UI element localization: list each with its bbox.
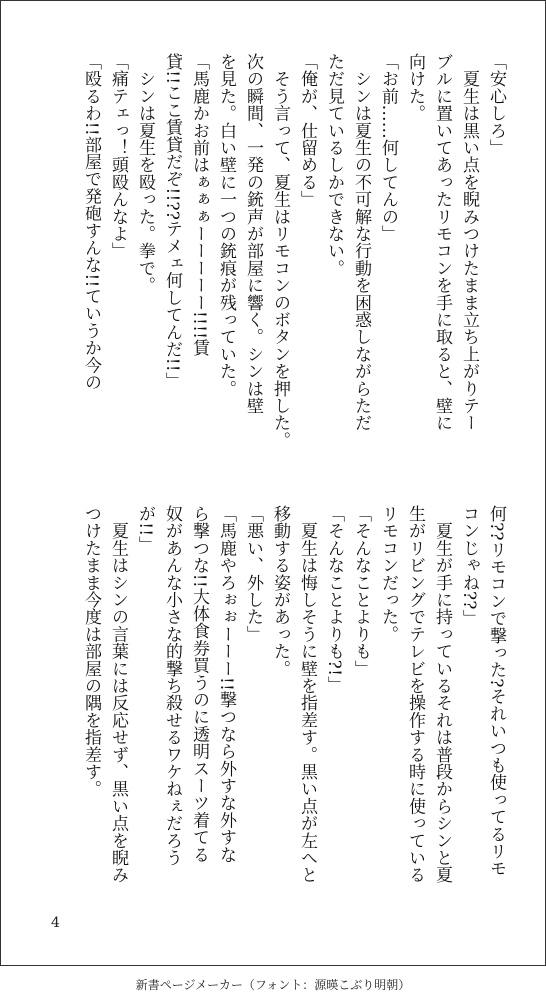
text-line: 「お前……何してんの」 — [378, 53, 398, 243]
text-line: 「殴るわ!!部屋で発砲すんな!!ていうか今の — [81, 53, 101, 391]
text-block-lower — [39, 505, 509, 917]
text-line: 次の瞬間、一発の銃声が部屋に響く。シンは壁 — [243, 53, 263, 415]
text-line: 奴があんな小さな的撃ち殺せるワケねぇだろう — [162, 505, 182, 867]
text-line: そう言って、夏生はリモコンのボタンを押した。 — [270, 53, 290, 449]
text-line: 「馬鹿かお前はぁぁぁーーーーー!!!!賃 — [189, 53, 209, 357]
text-line: 「俺が、仕留める」 — [297, 53, 317, 208]
text-line: 向けた。 — [405, 53, 425, 122]
text-line: 貸!!ここ賃貸だぞ!!??テメェ何してんだ!!」 — [162, 53, 182, 390]
text-line: コンじゃね??」 — [459, 505, 479, 627]
text-line: 「そんなことよりも?!」 — [324, 505, 344, 694]
text-block-upper — [39, 53, 509, 473]
text-line: リモコンだった。 — [378, 505, 398, 643]
text-line: ら撃つな!!大体食券買うのに透明スーツ着てる — [189, 505, 209, 864]
text-line: 生がリビングでテレビを操作する時に使っている — [405, 505, 425, 884]
text-line: ただ見ているしかできない。 — [324, 53, 344, 277]
text-line: が!!」 — [135, 505, 155, 554]
page-number: 4 — [51, 915, 60, 931]
text-line: 夏生はシンの言葉には反応せず、黒い点を睨み — [108, 505, 128, 884]
text-line: 「馬鹿やろぉぉーーー!!撃つなら外すな外すな — [216, 505, 236, 864]
footer-caption: 新書ページメーカー（フォント：源暎こぶり明朝） — [135, 978, 411, 992]
text-line: 移動する姿があった。 — [270, 505, 290, 677]
text-line: 夏生は黒い点を睨みつけたまま立ち上がりテー — [459, 53, 479, 432]
text-line: 「安心しろ」 — [486, 53, 506, 157]
text-line: 何??リモコンで撃った?それいつも使ってるリモ — [486, 505, 506, 877]
text-line: 「そんなことよりも」 — [351, 505, 371, 677]
text-line: 夏生は悔しそうに壁を指差す。黒い点が左へと — [297, 505, 317, 884]
text-line: つけたまま今度は部屋の隅を指差す。 — [81, 505, 101, 798]
text-line: ブルに置いてあったリモコンを手に取ると、壁に — [432, 53, 452, 432]
text-line: 「痛テェっ！頭殴んなよ」 — [108, 53, 128, 260]
text-line: シンは夏生の不可解な行動を困惑しながらただ — [351, 53, 371, 432]
text-line: シンは夏生を殴った。拳で。 — [135, 53, 155, 294]
text-line: 夏生が手に持っているそれは普段からシンと夏 — [432, 505, 452, 884]
text-line: を見た。白い壁に一つの銃痕が残っていた。 — [216, 53, 236, 397]
text-line: 「悪い、外した」 — [243, 505, 263, 643]
